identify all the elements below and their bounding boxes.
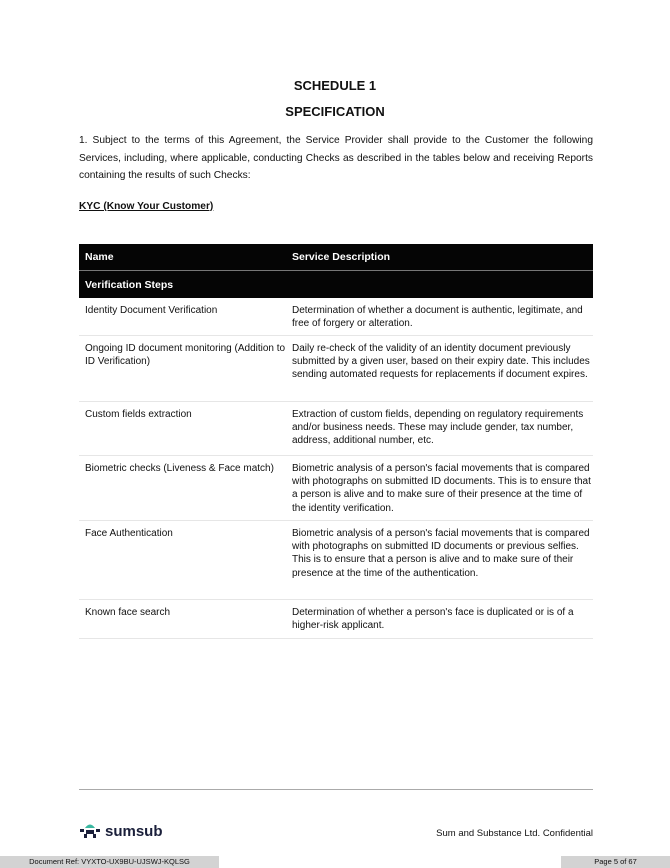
service-name: Identity Document Verification [85, 305, 218, 316]
service-description: Biometric analysis of a person's facial movements that is compared with photographs on submitted ID documents. This is to ensure that a person is alive and to make sure of their presence at the time of the identity verification. [292, 463, 591, 514]
schedule-title: SCHEDULE 1 [293, 78, 377, 93]
kyc-heading: KYC (Know Your Customer) [79, 201, 214, 212]
header-name: Name [85, 251, 114, 263]
table-row [79, 298, 593, 336]
service-name: Biometric checks (Liveness & Face match) [85, 463, 274, 474]
logo-text: sumsub [105, 822, 163, 840]
confidential-notice: Sum and Substance Ltd. Confidential [436, 828, 593, 839]
table-row [79, 456, 593, 521]
table-row [79, 402, 593, 456]
table-row [79, 600, 593, 639]
service-name: Custom fields extraction [85, 409, 192, 420]
table-header [79, 244, 593, 271]
service-description: Determination of whether a document is authentic, legitimate, and free of forgery or alteration. [292, 305, 583, 330]
table-row [79, 336, 593, 402]
service-description: Determination of whether a person's face is duplicated or is of a higher-risk applicant. [292, 607, 574, 632]
service-description: Biometric analysis of a person's facial movements that is compared with photographs on submitted ID documents or previous selfies. This is to ensure that a person is alive and to make sure of their presence at the time of the authentication. [292, 528, 590, 579]
spec-title: SPECIFICATION [285, 104, 385, 119]
service-description: Extraction of custom fields, depending on regulatory requirements and/or business needs. These may include gender, tax number, address, additional number, etc. [292, 409, 584, 447]
service-name: Ongoing ID document monitoring (Addition to ID Verification) [85, 343, 286, 368]
footer-divider [79, 789, 593, 790]
intro-paragraph: 1. Subject to the terms of this Agreement, the Service Provider shall provide to the Customer the following Services, including, where applicable, conducting Checks as described in the tables below and receiving Reports containing the results of such Checks: [79, 135, 593, 181]
table-row [79, 521, 593, 600]
sumsub-logo [79, 822, 163, 840]
service-description: Daily re-check of the validity of an identity document previously submitted by a given user, based on their expiry date. This includes sending automated requests for replacements if document expires. [292, 343, 590, 381]
services-table [79, 244, 593, 639]
section-label: Verification Steps [85, 278, 174, 291]
page-number: Page 5 of 67 [561, 856, 670, 868]
service-name: Face Authentication [85, 528, 173, 539]
section-row [79, 271, 593, 298]
service-name: Known face search [85, 607, 171, 618]
document-ref: Document Ref: VYXTO-UX9BU-UJSWJ-KQLSG [0, 856, 219, 868]
sumsub-logo-icon [79, 822, 101, 840]
header-description: Service Description [292, 251, 391, 263]
